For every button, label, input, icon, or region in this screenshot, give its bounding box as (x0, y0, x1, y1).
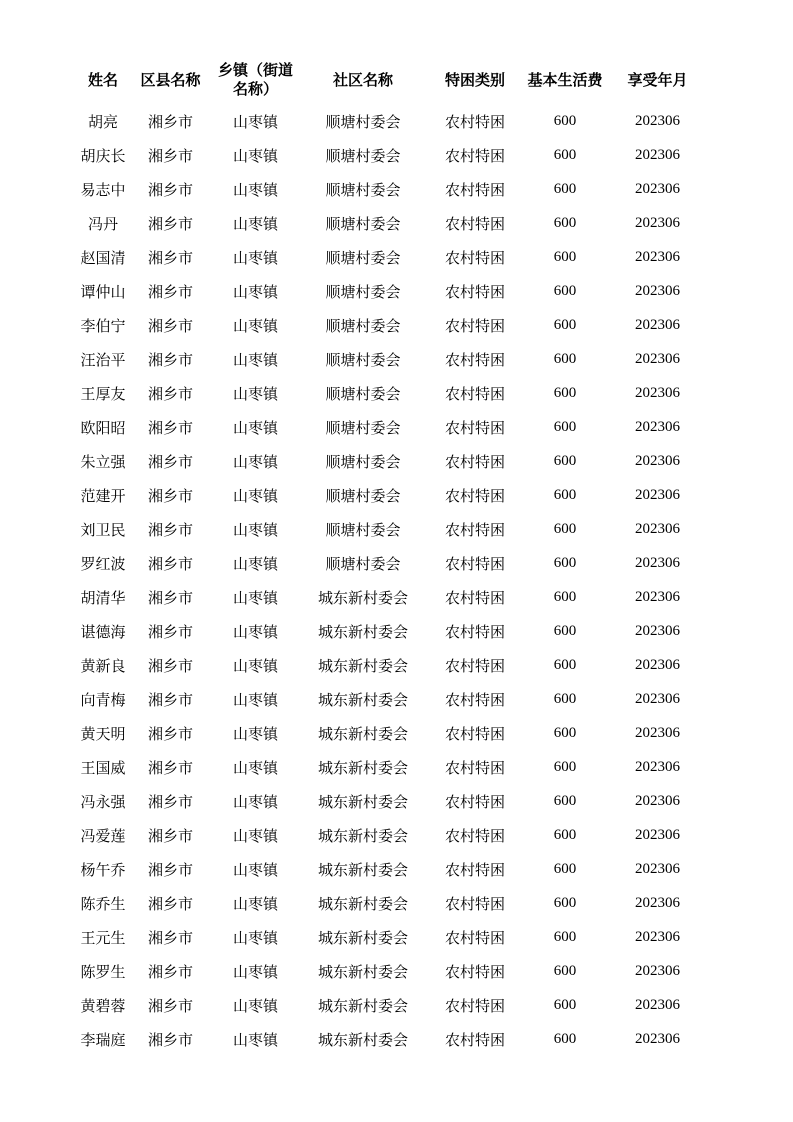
table-row (75, 818, 710, 852)
table-header-row (75, 58, 710, 104)
cell-category: 农村特困 (444, 862, 505, 879)
cell-category: 农村特困 (444, 318, 505, 335)
cell-category: 农村特困 (444, 250, 505, 267)
cell-benefit-month: 202306 (635, 452, 680, 469)
table-row (75, 648, 710, 682)
cell-name: 赵国清 (80, 250, 126, 267)
cell-benefit-month: 202306 (635, 690, 680, 707)
table-row (75, 342, 710, 376)
cell-living-allowance: 600 (553, 928, 577, 945)
cell-benefit-month: 202306 (635, 656, 680, 673)
cell-township: 山枣镇 (232, 896, 278, 913)
cell-district: 湘乡市 (147, 658, 193, 675)
cell-name: 胡清华 (80, 590, 126, 607)
cell-district: 湘乡市 (147, 862, 193, 879)
cell-district: 湘乡市 (147, 148, 193, 165)
table-row (75, 512, 710, 546)
cell-category: 农村特困 (444, 828, 505, 845)
cell-living-allowance: 600 (553, 690, 577, 707)
table-row (75, 172, 710, 206)
cell-community: 顺塘村委会 (325, 114, 401, 131)
cell-category: 农村特困 (444, 590, 505, 607)
cell-name: 冯丹 (87, 216, 118, 233)
cell-district: 湘乡市 (147, 964, 193, 981)
cell-name: 谌德海 (80, 624, 126, 641)
cell-community: 顺塘村委会 (325, 318, 401, 335)
table-row (75, 886, 710, 920)
cell-benefit-month: 202306 (635, 248, 680, 265)
table-row (75, 716, 710, 750)
cell-living-allowance: 600 (553, 384, 577, 401)
cell-benefit-month: 202306 (635, 724, 680, 741)
cell-district: 湘乡市 (147, 420, 193, 437)
cell-category: 农村特困 (444, 488, 505, 505)
cell-living-allowance: 600 (553, 962, 577, 979)
column-header-township (210, 58, 301, 104)
cell-category: 农村特困 (444, 624, 505, 641)
cell-category: 农村特困 (444, 556, 505, 573)
column-header-community: 社区名称 (332, 72, 393, 89)
cell-benefit-month: 202306 (635, 180, 680, 197)
cell-benefit-month: 202306 (635, 962, 680, 979)
cell-category: 农村特困 (444, 386, 505, 403)
cell-living-allowance: 600 (553, 520, 577, 537)
cell-district: 湘乡市 (147, 318, 193, 335)
cell-township: 山枣镇 (232, 760, 278, 777)
header-row (75, 58, 710, 104)
cell-township: 山枣镇 (232, 522, 278, 539)
cell-living-allowance: 600 (553, 180, 577, 197)
cell-district: 湘乡市 (147, 760, 193, 777)
table-row (75, 376, 710, 410)
cell-community: 顺塘村委会 (325, 454, 401, 471)
cell-township: 山枣镇 (232, 692, 278, 709)
cell-benefit-month: 202306 (635, 622, 680, 639)
column-header-living-allowance: 基本生活费 (527, 72, 603, 89)
cell-name: 陈罗生 (80, 964, 126, 981)
cell-district: 湘乡市 (147, 556, 193, 573)
cell-district: 湘乡市 (147, 896, 193, 913)
cell-township: 山枣镇 (232, 556, 278, 573)
cell-community: 城东新村委会 (317, 828, 408, 845)
cell-district: 湘乡市 (147, 1032, 193, 1049)
cell-name: 李伯宁 (80, 318, 126, 335)
cell-living-allowance: 600 (553, 282, 577, 299)
cell-community: 顺塘村委会 (325, 420, 401, 437)
cell-living-allowance: 600 (553, 860, 577, 877)
cell-community: 城东新村委会 (317, 692, 408, 709)
cell-district: 湘乡市 (147, 284, 193, 301)
cell-district: 湘乡市 (147, 250, 193, 267)
cell-township: 山枣镇 (232, 386, 278, 403)
cell-benefit-month: 202306 (635, 996, 680, 1013)
cell-township: 山枣镇 (232, 420, 278, 437)
cell-township: 山枣镇 (232, 828, 278, 845)
cell-district: 湘乡市 (147, 182, 193, 199)
table-row (75, 920, 710, 954)
cell-community: 城东新村委会 (317, 760, 408, 777)
table-body (75, 104, 710, 1056)
cell-name: 谭仲山 (80, 284, 126, 301)
cell-township: 山枣镇 (232, 930, 278, 947)
cell-district: 湘乡市 (147, 930, 193, 947)
cell-living-allowance: 600 (553, 214, 577, 231)
cell-township: 山枣镇 (232, 998, 278, 1015)
cell-name: 王国威 (80, 760, 126, 777)
cell-benefit-month: 202306 (635, 554, 680, 571)
cell-district: 湘乡市 (147, 590, 193, 607)
cell-name: 朱立强 (80, 454, 126, 471)
cell-district: 湘乡市 (147, 726, 193, 743)
table-row (75, 784, 710, 818)
table-row (75, 444, 710, 478)
cell-living-allowance: 600 (553, 316, 577, 333)
cell-benefit-month: 202306 (635, 418, 680, 435)
cell-community: 顺塘村委会 (325, 488, 401, 505)
cell-community: 顺塘村委会 (325, 284, 401, 301)
cell-township: 山枣镇 (232, 862, 278, 879)
cell-name: 向青梅 (80, 692, 126, 709)
cell-community: 城东新村委会 (317, 930, 408, 947)
cell-community: 城东新村委会 (317, 896, 408, 913)
cell-benefit-month: 202306 (635, 214, 680, 231)
cell-category: 农村特困 (444, 148, 505, 165)
cell-benefit-month: 202306 (635, 792, 680, 809)
cell-name: 王元生 (80, 930, 126, 947)
table-row (75, 206, 710, 240)
cell-community: 城东新村委会 (317, 862, 408, 879)
cell-community: 顺塘村委会 (325, 386, 401, 403)
cell-category: 农村特困 (444, 420, 505, 437)
cell-category: 农村特困 (444, 760, 505, 777)
cell-name: 胡亮 (87, 114, 118, 131)
cell-living-allowance: 600 (553, 792, 577, 809)
cell-district: 湘乡市 (147, 624, 193, 641)
table-row (75, 308, 710, 342)
cell-name: 杨午乔 (80, 862, 126, 879)
cell-category: 农村特困 (444, 998, 505, 1015)
cell-living-allowance: 600 (553, 622, 577, 639)
cell-township: 山枣镇 (232, 352, 278, 369)
cell-category: 农村特困 (444, 726, 505, 743)
cell-community: 顺塘村委会 (325, 216, 401, 233)
column-header-benefit-month: 享受年月 (627, 72, 688, 89)
cell-benefit-month: 202306 (635, 350, 680, 367)
cell-district: 湘乡市 (147, 522, 193, 539)
table-row (75, 1022, 710, 1056)
column-header-district: 区县名称 (140, 72, 201, 89)
cell-district: 湘乡市 (147, 692, 193, 709)
cell-township: 山枣镇 (232, 250, 278, 267)
cell-benefit-month: 202306 (635, 384, 680, 401)
cell-name: 黄新良 (80, 658, 126, 675)
cell-name: 李瑞庭 (80, 1032, 126, 1049)
cell-community: 顺塘村委会 (325, 352, 401, 369)
cell-township: 山枣镇 (232, 114, 278, 131)
cell-living-allowance: 600 (553, 656, 577, 673)
cell-district: 湘乡市 (147, 828, 193, 845)
cell-category: 农村特困 (444, 794, 505, 811)
cell-name: 黄碧蓉 (80, 998, 126, 1015)
cell-living-allowance: 600 (553, 1030, 577, 1047)
cell-name: 胡庆长 (80, 148, 126, 165)
cell-district: 湘乡市 (147, 216, 193, 233)
cell-community: 城东新村委会 (317, 794, 408, 811)
cell-category: 农村特困 (444, 454, 505, 471)
table-row (75, 240, 710, 274)
cell-living-allowance: 600 (553, 826, 577, 843)
cell-name: 易志中 (80, 182, 126, 199)
cell-township: 山枣镇 (232, 726, 278, 743)
cell-township: 山枣镇 (232, 658, 278, 675)
cell-community: 顺塘村委会 (325, 182, 401, 199)
column-header-township-text: 乡镇（街道名称） (217, 63, 293, 98)
cell-township: 山枣镇 (232, 318, 278, 335)
table-row (75, 546, 710, 580)
cell-living-allowance: 600 (553, 452, 577, 469)
cell-name: 汪治平 (80, 352, 126, 369)
cell-category: 农村特困 (444, 182, 505, 199)
cell-benefit-month: 202306 (635, 1030, 680, 1047)
cell-name: 冯永强 (80, 794, 126, 811)
cell-benefit-month: 202306 (635, 826, 680, 843)
cell-community: 顺塘村委会 (325, 522, 401, 539)
cell-name: 罗红波 (80, 556, 126, 573)
cell-category: 农村特困 (444, 964, 505, 981)
table-row (75, 614, 710, 648)
cell-township: 山枣镇 (232, 454, 278, 471)
cell-benefit-month: 202306 (635, 282, 680, 299)
cell-district: 湘乡市 (147, 114, 193, 131)
cell-community: 顺塘村委会 (325, 148, 401, 165)
cell-living-allowance: 600 (553, 350, 577, 367)
cell-name: 范建开 (80, 488, 126, 505)
table-row (75, 104, 710, 138)
cell-district: 湘乡市 (147, 488, 193, 505)
cell-benefit-month: 202306 (635, 758, 680, 775)
cell-living-allowance: 600 (553, 588, 577, 605)
cell-category: 农村特困 (444, 692, 505, 709)
table-row (75, 580, 710, 614)
cell-community: 城东新村委会 (317, 624, 408, 641)
cell-living-allowance: 600 (553, 248, 577, 265)
table-row (75, 138, 710, 172)
cell-district: 湘乡市 (147, 352, 193, 369)
table-row (75, 988, 710, 1022)
cell-benefit-month: 202306 (635, 486, 680, 503)
cell-township: 山枣镇 (232, 1032, 278, 1049)
table-row (75, 478, 710, 512)
cell-township: 山枣镇 (232, 148, 278, 165)
cell-living-allowance: 600 (553, 724, 577, 741)
cell-name: 黄天明 (80, 726, 126, 743)
cell-name: 王厚友 (80, 386, 126, 403)
table-row (75, 750, 710, 784)
cell-name: 陈乔生 (80, 896, 126, 913)
cell-living-allowance: 600 (553, 112, 577, 129)
cell-living-allowance: 600 (553, 418, 577, 435)
cell-township: 山枣镇 (232, 488, 278, 505)
cell-category: 农村特困 (444, 1032, 505, 1049)
cell-category: 农村特困 (444, 114, 505, 131)
cell-township: 山枣镇 (232, 590, 278, 607)
cell-category: 农村特困 (444, 352, 505, 369)
cell-living-allowance: 600 (553, 996, 577, 1013)
cell-township: 山枣镇 (232, 964, 278, 981)
cell-township: 山枣镇 (232, 284, 278, 301)
cell-category: 农村特困 (444, 896, 505, 913)
table-row (75, 954, 710, 988)
cell-category: 农村特困 (444, 522, 505, 539)
column-header-name: 姓名 (87, 72, 118, 89)
cell-category: 农村特困 (444, 216, 505, 233)
cell-community: 城东新村委会 (317, 964, 408, 981)
cell-community: 城东新村委会 (317, 998, 408, 1015)
cell-community: 城东新村委会 (317, 1032, 408, 1049)
table-row (75, 852, 710, 886)
cell-name: 刘卫民 (80, 522, 126, 539)
cell-name: 欧阳昭 (80, 420, 126, 437)
cell-benefit-month: 202306 (635, 316, 680, 333)
cell-category: 农村特困 (444, 284, 505, 301)
cell-district: 湘乡市 (147, 998, 193, 1015)
cell-living-allowance: 600 (553, 486, 577, 503)
cell-benefit-month: 202306 (635, 146, 680, 163)
cell-district: 湘乡市 (147, 454, 193, 471)
cell-name: 冯爱莲 (80, 828, 126, 845)
cell-township: 山枣镇 (232, 182, 278, 199)
cell-living-allowance: 600 (553, 758, 577, 775)
cell-community: 城东新村委会 (317, 658, 408, 675)
cell-benefit-month: 202306 (635, 112, 680, 129)
benefits-table (75, 58, 710, 1056)
table-row (75, 682, 710, 716)
cell-category: 农村特困 (444, 658, 505, 675)
cell-benefit-month: 202306 (635, 928, 680, 945)
cell-benefit-month: 202306 (635, 894, 680, 911)
cell-district: 湘乡市 (147, 386, 193, 403)
cell-living-allowance: 600 (553, 894, 577, 911)
cell-community: 顺塘村委会 (325, 556, 401, 573)
cell-living-allowance: 600 (553, 554, 577, 571)
cell-township: 山枣镇 (232, 624, 278, 641)
cell-district: 湘乡市 (147, 794, 193, 811)
cell-community: 城东新村委会 (317, 726, 408, 743)
cell-benefit-month: 202306 (635, 520, 680, 537)
table-row (75, 274, 710, 308)
cell-community: 顺塘村委会 (325, 250, 401, 267)
cell-township: 山枣镇 (232, 216, 278, 233)
column-header-category: 特困类别 (444, 72, 505, 89)
cell-category: 农村特困 (444, 930, 505, 947)
cell-benefit-month: 202306 (635, 860, 680, 877)
cell-community: 城东新村委会 (317, 590, 408, 607)
cell-living-allowance: 600 (553, 146, 577, 163)
table-row (75, 410, 710, 444)
cell-benefit-month: 202306 (635, 588, 680, 605)
cell-township: 山枣镇 (232, 794, 278, 811)
